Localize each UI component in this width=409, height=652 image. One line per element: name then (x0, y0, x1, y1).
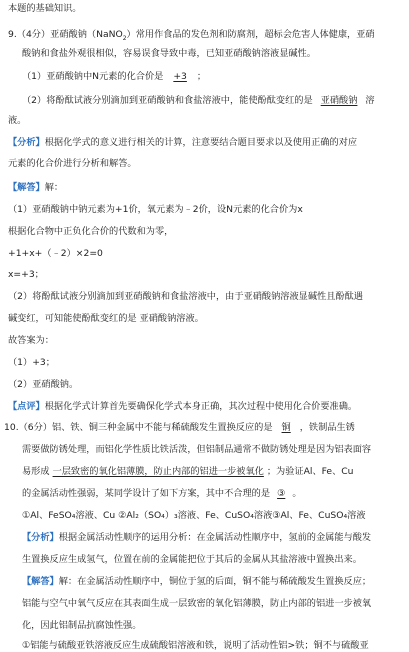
q9-solution (8, 181, 63, 194)
q10-solution-step4: ①铝能与硫酸亚铁溶液反应生成硫酸铝溶液和铁，说明了活动性铝>铁；铜不与硫酸亚 (22, 640, 369, 651)
q9-solution-step2: 根据化合物中正负化合价的代数和为零， (8, 226, 174, 237)
q9-heading (8, 28, 375, 45)
q10-line4 (22, 487, 302, 500)
q9-comment-text: 根据化学式计算首先要确保化学式本身正确，其次过程中使用化合价要准确。 (44, 401, 358, 412)
q10-solution (22, 575, 371, 588)
q9-analysis-cont: 元素的化合价进行分析和解答。 (8, 158, 137, 169)
q9-solution-step6: 碱变红，可知能使酚酞变红的是 亚硝酸钠溶液。 (8, 313, 204, 324)
q10-line3-text-a: 易形成 (22, 466, 50, 477)
q10-line3-answer: 一层致密的氧化铝薄膜，防止内部的铝进一步被氧化 (52, 466, 264, 477)
previous-answer-tail: 本题的基础知识。 (8, 3, 82, 14)
q9-part2 (22, 94, 375, 107)
q9-answer-2: （2）亚硝酸钠。 (8, 379, 79, 390)
q10-analysis-cont: 生置换反应生成氢气，位置在前的金属能把位于其后的金属从其盐溶液中置换出来。 (22, 554, 362, 565)
q10-options: ①Al、FeSO₄溶液、Cu ②Al₂（SO₄）₃溶液、Fe、CuSO₄溶液③Al、Fe、CuSO₄溶液 (22, 510, 366, 521)
q9-heading-subscript: 2 (122, 34, 127, 42)
q10-line3-text-b: ；为验证Al、Fe、Cu (266, 466, 354, 477)
q9-part1 (22, 70, 206, 83)
q9-part2-answer: 亚硝酸钠 (320, 95, 358, 106)
q10-analysis (22, 531, 371, 544)
q9-answer-1: （1）+3； (8, 357, 55, 368)
q10-heading-answer: 铜 (281, 422, 291, 433)
q9-part2-end: 溶 (365, 95, 375, 106)
q10-analysis-tag: 【分析】 (22, 532, 59, 543)
q9-analysis (8, 136, 357, 149)
q10-analysis-text-a: 根据金属活动性顺序的运用分析：在金属活动性顺序中，氢前的金属能与酸发 (58, 532, 372, 543)
q10-solution-step2: 铝能与空气中氧气反应在其表面生成一层致密的氧化铝薄膜，防止内部的铝进一步被氧 (22, 598, 372, 609)
q10-line2: 需要做防锈处理，而铝化学性质比铁活泼，但铝制品通常不做防锈处理是因为铝表面容 (22, 444, 372, 455)
q9-line2: 酸钠和食盐外观很相似，容易误食导致中毒，已知亚硝酸钠溶液显碱性。 (22, 48, 316, 59)
q9-part1-end: ； (196, 71, 207, 82)
q9-solution-text: 解： (44, 182, 64, 193)
q10-solution-text: 解：在金属活动性顺序中，铜位于氢的后面，铜不能与稀硫酸发生置换反应； (58, 576, 372, 587)
q9-answer-label: 故答案为： (8, 335, 54, 346)
q10-line4-text-a: 的金属活动性强弱，某同学设计了如下方案，其中不合理的是 (22, 488, 271, 499)
q10-line4-text-b: 。 (292, 488, 302, 499)
q9-comment (8, 400, 357, 413)
q9-part2-text: （2）将酚酞试液分别滴加到亚硝酸钠和食盐溶液中，能使酚酞变红的是 (22, 95, 313, 106)
q9-solution-tag: 【解答】 (8, 182, 45, 193)
q9-heading-text-a: 9.（4分）亚硝酸钠（NaNO (8, 29, 123, 40)
q10-heading (4, 421, 355, 434)
q10-solution-tag: 【解答】 (22, 576, 59, 587)
q9-solution-step1: （1）亚硝酸钠中钠元素为+1价，氧元素为﹣2价，设N元素的化合价为x (8, 204, 303, 215)
q9-part2-cont: 液。 (8, 115, 27, 126)
q9-analysis-tag: 【分析】 (8, 137, 45, 148)
q9-analysis-text-a: 根据化学式的意义进行相关的计算，注意要结合题目要求以及使用正确的对应 (44, 137, 358, 148)
q10-heading-text-b: ，铁制品生锈 (299, 422, 355, 433)
q9-comment-tag: 【点评】 (8, 401, 45, 412)
q9-solution-step3: +1+x+（﹣2）×2=0 (8, 248, 103, 259)
q9-solution-step5: （2）将酚酞试液分别滴加到亚硝酸钠和食盐溶液中，由于亚硝酸钠溶液显碱性且酚酞遇 (8, 291, 363, 302)
q10-solution-step3: 化，因此铝制品抗腐蚀性强。 (22, 620, 142, 631)
q9-part1-answer: +3 (173, 71, 187, 82)
q10-line4-answer: ③ (277, 488, 286, 499)
q9-heading-text-b: ）常用作食品的发色剂和防腐剂，超标会危害人体健康，亚硝 (126, 29, 375, 40)
q9-part1-text: （1）亚硝酸钠中N元素的化合价是 (22, 71, 164, 82)
q9-solution-step4: x=+3； (8, 269, 44, 280)
q10-line3 (22, 465, 354, 478)
q10-heading-text-a: 10.（6分）铝、铁、铜三种金属中不能与稀硫酸发生置换反应的是 (4, 422, 273, 433)
